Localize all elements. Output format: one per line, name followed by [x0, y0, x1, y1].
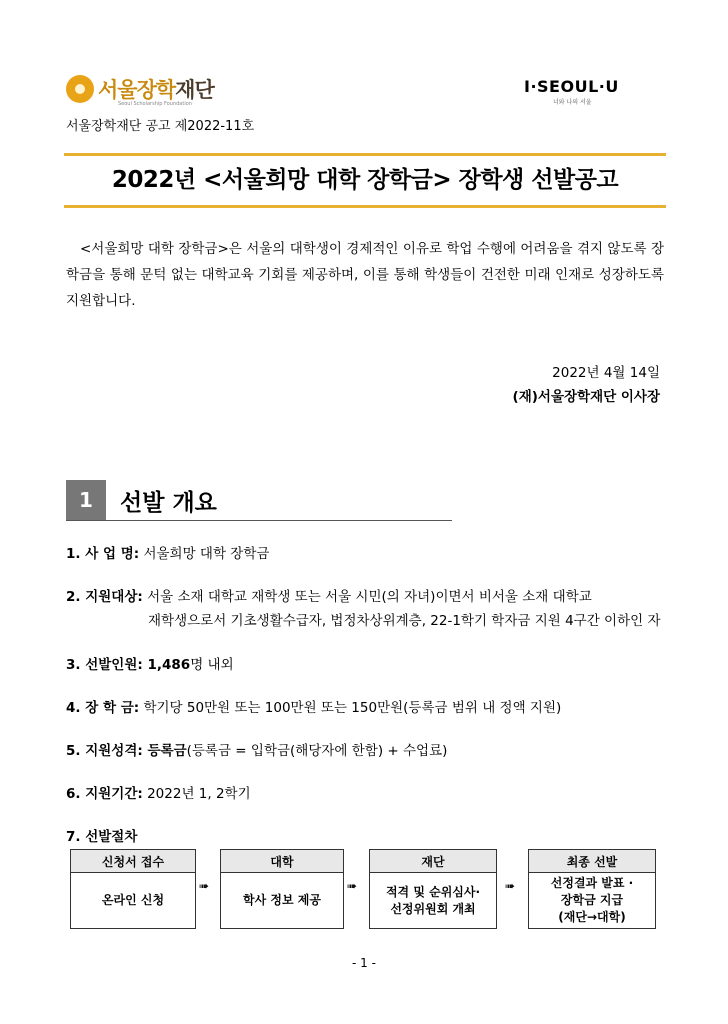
- foundation-logo-accent: 재단: [175, 78, 214, 102]
- foundation-logo-sub: Seoul Scholarship Foundation: [118, 101, 192, 107]
- section-underline: [66, 520, 452, 521]
- flow-arrow-icon: ➠: [347, 879, 358, 893]
- foundation-emblem-icon: [66, 75, 94, 103]
- foundation-logo-main: 서울장학: [98, 78, 176, 102]
- section-number: 1: [66, 480, 106, 520]
- flow-step-body: 선정결과 발표 · 장학금 지급 (재단→대학): [550, 876, 634, 924]
- title-rule-bottom: [64, 205, 666, 208]
- flow-step-body: 적격 및 순위심사· 선정위원회 개최: [385, 884, 481, 916]
- flow-arrow-icon: ➠: [505, 879, 516, 893]
- item-procedure: 7. 선발절차: [66, 829, 138, 845]
- page-title: 2022년 <서울희망 대학 장학금> 장학생 선발공고: [111, 167, 619, 193]
- flow-step-head: 대학: [221, 850, 343, 873]
- flow-step-university: [220, 849, 344, 929]
- item-project-name: 1. 사 업 명: 서울희망 대학 장학금: [66, 546, 270, 562]
- flow-step-head: 재단: [370, 850, 496, 873]
- flow-step-final: [528, 849, 656, 929]
- city-logo-sub: 너와 나의 서울: [553, 99, 592, 106]
- flow-step-head: 신청서 접수: [71, 850, 195, 873]
- item-eligibility-cont: 재학생으로서 기초생활수급자, 법정차상위계층, 22-1학기 학자금 지원 4구간 이하인 자: [148, 613, 661, 629]
- item-support-type: 5. 지원성격: 등록금(등록금 = 입학금(해당자에 한함) + 수업료): [66, 743, 448, 759]
- flow-step-application: [70, 849, 196, 929]
- flow-arrow-icon: ➠: [199, 879, 210, 893]
- intro-paragraph: <서울희망 대학 장학금>은 서울의 대학생이 경제적인 이유로 학업 수행에 어려움을 겪지 않도록 장학금을 통해 문턱 없는 대학교육 기회를 제공하며, 이를 통해 학생들이 건전한 미래 인재로 성장하도록 지원합니다.: [66, 241, 664, 309]
- notice-number: 서울장학재단 공고 제2022-11호: [66, 119, 255, 134]
- page-number: - 1 -: [352, 956, 376, 970]
- city-logo: [524, 77, 619, 96]
- item-recipients: 3. 선발인원: 1,486명 내외: [66, 657, 234, 673]
- flow-step-body: 온라인 신청: [101, 893, 165, 907]
- title-rule-top: [64, 153, 666, 156]
- item-eligibility: 2. 지원대상: 서울 소재 대학교 재학생 또는 서울 시민(의 자녀)이면서 비서울 소재 대학교: [66, 589, 592, 605]
- flow-step-body: 학사 정보 제공: [243, 893, 321, 907]
- flow-step-foundation: [369, 849, 497, 929]
- item-support-period: 6. 지원기간: 2022년 1, 2학기: [66, 786, 251, 802]
- notice-date: 2022년 4월 14일: [552, 365, 660, 381]
- section-title: 선발 개요: [120, 490, 217, 516]
- city-logo-text: I·SEOUL·U: [524, 77, 619, 96]
- flow-step-head: 최종 선발: [529, 850, 655, 873]
- item-scholarship: 4. 장 학 금: 학기당 50만원 또는 100만원 또는 150만원(등록금 범위 내 정액 지원): [66, 700, 562, 716]
- issuer: (재)서울장학재단 이사장: [512, 389, 660, 405]
